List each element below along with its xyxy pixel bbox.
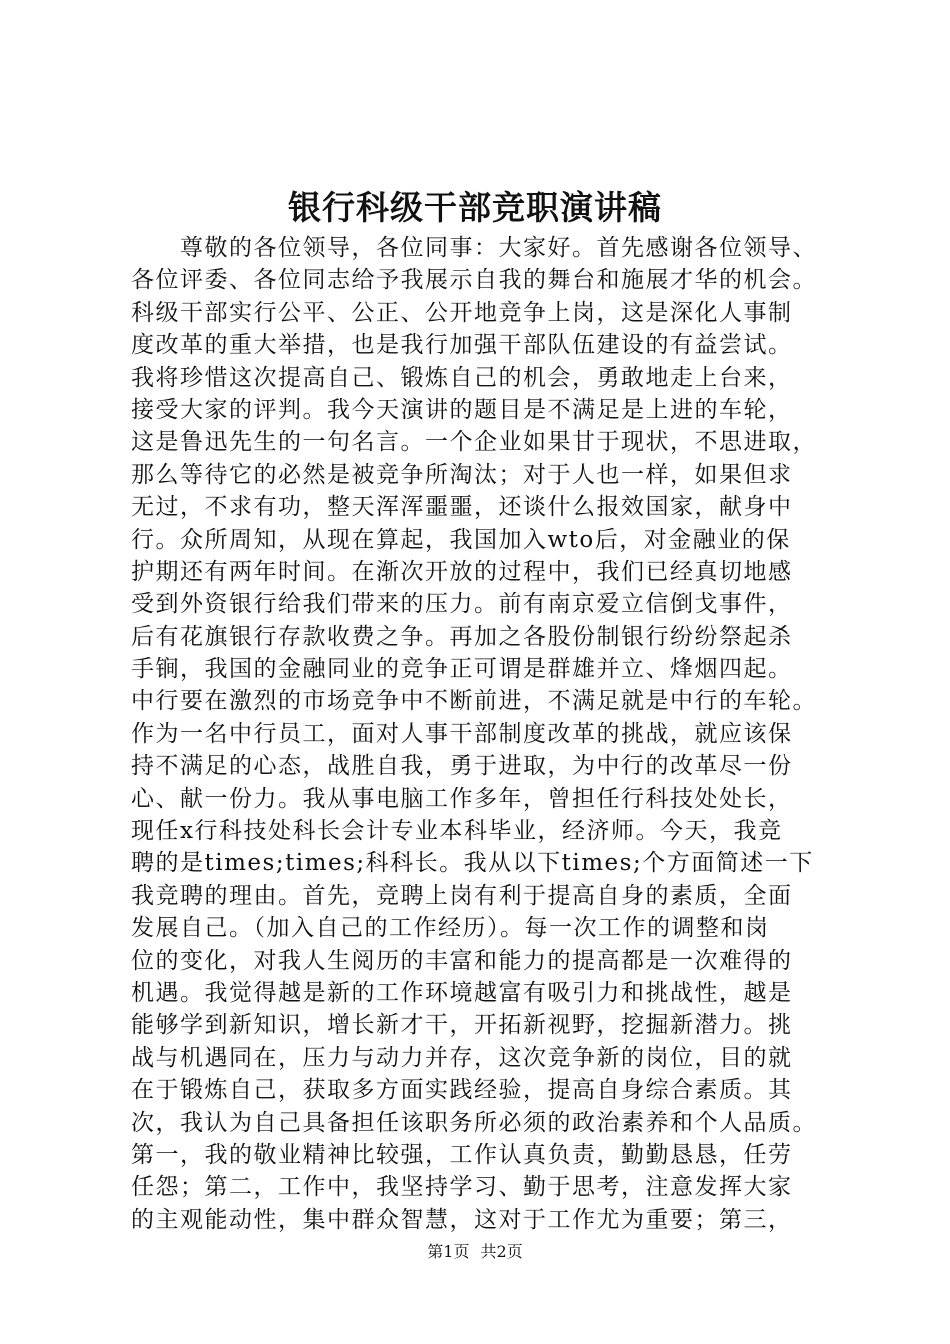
text-line: 第一，我的敬业精神比较强，工作认真负责，勤勤恳恳，任劳 <box>131 1141 793 1168</box>
text-line: 我竞聘的理由。首先，竞聘上岗有利于提高自身的素质，全面 <box>131 882 793 909</box>
text-line: 那么等待它的必然是被竞争所淘汰；对于人也一样，如果但求 <box>131 461 793 488</box>
text-line: 这是鲁迅先生的一句名言。一个企业如果甘于现状，不思进取， <box>131 429 817 456</box>
text-line: 持不满足的心态，战胜自我，勇于进取，为中行的改革尽一份 <box>131 753 793 780</box>
text-line: 后有花旗银行存款收费之争。再加之各股份制银行纷纷祭起杀 <box>131 623 793 650</box>
text-line: 聘的是times;times;科科长。我从以下times;个方面简述一下 <box>131 850 814 877</box>
text-line: 位的变化，对我人生阅历的丰富和能力的提高都是一次难得的 <box>131 947 793 974</box>
text-line: 作为一名中行员工，面对人事干部制度改革的挑战，就应该保 <box>131 720 793 747</box>
page-footer <box>0 1240 950 1264</box>
text-line: 在于锻炼自己，获取多方面实践经验，提高自身综合素质。其 <box>131 1077 793 1104</box>
text-line: 无过，不求有功，整天浑浑噩噩，还谈什么报效国家，献身中 <box>131 494 793 521</box>
text-line: 度改革的重大举措，也是我行加强干部队伍建设的有益尝试。 <box>131 332 793 359</box>
text-line: 科级干部实行公平、公正、公开地竞争上岗，这是深化人事制 <box>131 299 793 326</box>
document-body <box>131 232 851 1236</box>
page-total: 共2页 <box>480 1242 523 1261</box>
text-line: 手锏，我国的金融同业的竞争正可谓是群雄并立、烽烟四起。 <box>131 656 793 683</box>
text-line: 接受大家的评判。我今天演讲的题目是不满足是上进的车轮， <box>131 396 793 423</box>
text-line: 机遇。我觉得越是新的工作环境越富有吸引力和挑战性，越是 <box>131 979 793 1006</box>
text-line: 行。众所周知，从现在算起，我国加入wto后，对金融业的保 <box>131 526 791 553</box>
text-line: 受到外资银行给我们带来的压力。前有南京爱立信倒戈事件， <box>131 591 793 618</box>
document-title: 银行科级干部竞职演讲稿 <box>288 188 662 227</box>
text-line: 心、献一份力。我从事电脑工作多年，曾担任行科技处处长， <box>131 785 793 812</box>
text-line: 护期还有两年时间。在渐次开放的过程中，我们已经真切地感 <box>131 558 793 585</box>
text-line: 能够学到新知识，增长新才干，开拓新视野，挖掘新潜力。挑 <box>131 1012 793 1039</box>
page-number: 第1页 <box>427 1242 470 1261</box>
text-line: 尊敬的各位领导，各位同事：大家好。首先感谢各位领导、 <box>131 235 817 261</box>
text-line: 我将珍惜这次提高自己、锻炼自己的机会，勇敢地走上台来， <box>131 364 793 391</box>
text-line: 各位评委、各位同志给予我展示自我的舞台和施展才华的机会。 <box>131 267 817 294</box>
text-line: 的主观能动性，集中群众智慧，这对于工作尤为重要；第三， <box>131 1206 793 1233</box>
text-line: 现任x行科技处科长会计专业本科毕业，经济师。今天，我竞 <box>131 818 783 845</box>
text-line: 战与机遇同在，压力与动力并存，这次竞争新的岗位，目的就 <box>131 1044 793 1071</box>
text-line: 任怨；第二，工作中，我坚持学习、勤于思考，注意发挥大家 <box>131 1174 793 1201</box>
text-line: 次，我认为自己具备担任该职务所必须的政治素养和个人品质。 <box>131 1109 817 1136</box>
text-line: 中行要在激烈的市场竞争中不断前进，不满足就是中行的车轮。 <box>131 688 817 715</box>
text-line: 发展自己。（加入自己的工作经历）。每一次工作的调整和岗 <box>131 915 770 942</box>
